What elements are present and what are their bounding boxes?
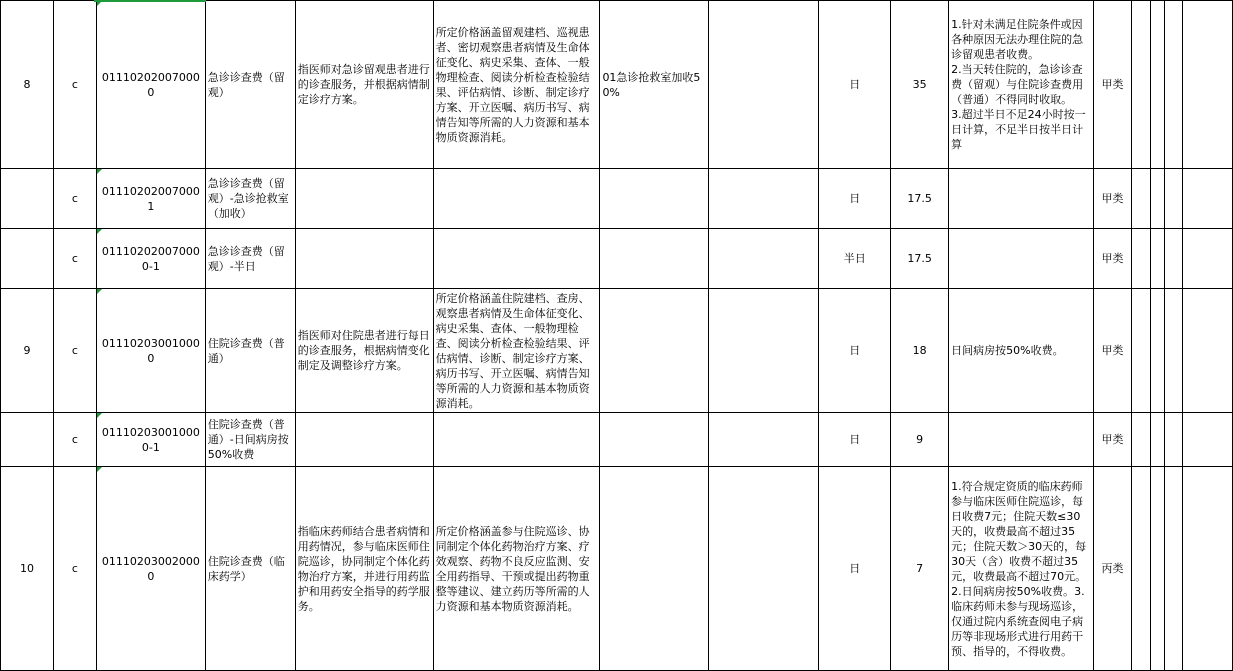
empty-cell[interactable] (709, 1, 819, 169)
note-cell[interactable] (949, 169, 1094, 229)
price-cell[interactable]: 17.5 (891, 169, 949, 229)
empty-cell[interactable] (1182, 169, 1232, 229)
addon-cell[interactable] (600, 413, 709, 467)
empty-cell[interactable] (709, 413, 819, 467)
cell-selection-indicator (94, 0, 206, 2)
item-code-cell[interactable] (96, 1, 205, 169)
unit-cell[interactable]: 日 (819, 1, 891, 169)
empty-cell[interactable] (1131, 289, 1150, 413)
item-code-text: 011102030010000 (101, 336, 200, 365)
item-code-text: 011102030020000 (101, 554, 200, 583)
code-cell[interactable]: c (53, 289, 96, 413)
item-name-cell[interactable]: 急诊诊查费（留观）-半日 (205, 229, 295, 289)
addon-cell[interactable] (600, 169, 709, 229)
table-row (1, 229, 1233, 289)
item-code-text: 011102020070000 (101, 70, 200, 99)
code-cell[interactable]: c (53, 413, 96, 467)
empty-cell[interactable] (1164, 169, 1182, 229)
empty-cell[interactable] (1150, 289, 1164, 413)
connotation-cell[interactable]: 指医师对急诊留观患者进行的诊查服务，并根据病情制定诊疗方案。 (295, 1, 433, 169)
note-cell[interactable] (949, 413, 1094, 467)
row-number-cell[interactable]: 9 (1, 289, 54, 413)
category-cell[interactable]: 甲类 (1094, 1, 1132, 169)
empty-cell[interactable] (1182, 289, 1232, 413)
empty-cell[interactable] (1164, 413, 1182, 467)
empty-cell[interactable] (1131, 229, 1150, 289)
empty-cell[interactable] (1150, 413, 1164, 467)
item-name-cell[interactable]: 住院诊查费（普通） (205, 289, 295, 413)
addon-cell[interactable] (600, 289, 709, 413)
connotation-cell[interactable] (295, 169, 433, 229)
comment-marker-icon (97, 467, 102, 472)
item-code-cell[interactable] (96, 413, 205, 467)
code-cell[interactable]: c (53, 467, 96, 671)
item-code-cell[interactable] (96, 467, 205, 671)
empty-cell[interactable] (1182, 1, 1232, 169)
note-cell[interactable]: 日间病房按50%收费。 (949, 289, 1094, 413)
empty-cell[interactable] (1131, 467, 1150, 671)
connotation-cell[interactable] (295, 413, 433, 467)
empty-cell[interactable] (709, 289, 819, 413)
unit-cell[interactable]: 日 (819, 169, 891, 229)
item-code-cell[interactable] (96, 169, 205, 229)
comment-marker-icon (97, 229, 102, 234)
category-cell[interactable]: 甲类 (1094, 289, 1132, 413)
included-content-cell[interactable]: 所定价格涵盖住院建档、查房、观察患者病情及生命体征变化、病史采集、查体、一般物理检查、阅读分析检查检验结果、评估病情、诊断、制定诊疗方案、病历书写、开立医嘱、病情告知等所需的人力资源和基本物质资源消耗。 (433, 289, 600, 413)
item-name-cell[interactable]: 急诊诊查费（留观） (205, 1, 295, 169)
price-cell[interactable]: 18 (891, 289, 949, 413)
item-code-cell[interactable] (96, 229, 205, 289)
row-number-cell[interactable]: 10 (1, 467, 54, 671)
empty-cell[interactable] (709, 169, 819, 229)
price-cell[interactable]: 35 (891, 1, 949, 169)
unit-cell[interactable]: 日 (819, 467, 891, 671)
note-cell[interactable]: 1.符合规定资质的临床药师参与临床医师住院巡诊，每日收费7元；住院天数≤30天的，收费最高不超过35元；住院天数＞30天的，每30天（含）收费不超过35元，收费最高不超过70元。2.日间病房按50%收费。3.临床药师未参与现场巡诊，仅通过院内系统查阅电子病历等非现场形式进行用药干预、指导的，不得收费。 (949, 467, 1094, 671)
included-content-cell[interactable]: 所定价格涵盖留观建档、巡视患者、密切观察患者病情及生命体征变化、病史采集、查体、一般物理检查、阅读分析检查检验结果、评估病情、诊断、制定诊疗方案、开立医嘱、病历书写、病情告知等所需的人力资源和基本物质资源消耗。 (433, 1, 600, 169)
included-content-cell[interactable] (433, 229, 600, 289)
category-cell[interactable]: 甲类 (1094, 413, 1132, 467)
item-name-cell[interactable]: 急诊诊查费（留观）-急诊抢救室（加收） (205, 169, 295, 229)
empty-cell[interactable] (1131, 413, 1150, 467)
price-cell[interactable]: 17.5 (891, 229, 949, 289)
empty-cell[interactable] (1164, 1, 1182, 169)
row-number-cell[interactable] (1, 413, 54, 467)
connotation-cell[interactable] (295, 229, 433, 289)
category-cell[interactable]: 丙类 (1094, 467, 1132, 671)
table-row (1, 467, 1233, 671)
empty-cell[interactable] (1164, 289, 1182, 413)
empty-cell[interactable] (1150, 169, 1164, 229)
price-cell[interactable]: 9 (891, 413, 949, 467)
included-content-cell[interactable] (433, 413, 600, 467)
item-code-cell[interactable] (96, 289, 205, 413)
category-cell[interactable]: 甲类 (1094, 169, 1132, 229)
row-number-cell[interactable] (1, 229, 54, 289)
item-name-cell[interactable]: 住院诊查费（临床药学） (205, 467, 295, 671)
table-row (1, 169, 1233, 229)
empty-cell[interactable] (1164, 229, 1182, 289)
item-code-text: 011102020070001 (101, 184, 200, 213)
comment-marker-icon (97, 289, 102, 294)
connotation-cell[interactable]: 指医师对住院患者进行每日的诊查服务，根据病情变化制定及调整诊疗方案。 (295, 289, 433, 413)
addon-cell[interactable]: 01急诊抢救室加收50% (600, 1, 709, 169)
code-cell[interactable]: c (53, 169, 96, 229)
comment-marker-icon (97, 413, 102, 418)
row-number-cell[interactable]: 8 (1, 1, 54, 169)
table-row (1, 413, 1233, 467)
addon-cell[interactable] (600, 229, 709, 289)
empty-cell[interactable] (1150, 229, 1164, 289)
addon-cell[interactable] (600, 467, 709, 671)
empty-cell[interactable] (1150, 467, 1164, 671)
empty-cell[interactable] (709, 229, 819, 289)
code-cell[interactable]: c (53, 1, 96, 169)
category-cell[interactable]: 甲类 (1094, 229, 1132, 289)
item-name-cell[interactable]: 住院诊查费（普通）-日间病房按50%收费 (205, 413, 295, 467)
table-row (1, 289, 1233, 413)
row-number-cell[interactable] (1, 169, 54, 229)
connotation-cell[interactable]: 指临床药师结合患者病情和用药情况，参与临床医师住院巡诊，协同制定个体化药物治疗方案，并进行用药监护和用药安全指导的药学服务。 (295, 467, 433, 671)
included-content-cell[interactable] (433, 169, 600, 229)
empty-cell[interactable] (1150, 1, 1164, 169)
empty-cell[interactable] (1164, 467, 1182, 671)
price-cell[interactable]: 7 (891, 467, 949, 671)
unit-cell[interactable]: 半日 (819, 229, 891, 289)
unit-cell[interactable]: 日 (819, 289, 891, 413)
empty-cell[interactable] (709, 467, 819, 671)
included-content-cell[interactable]: 所定价格涵盖参与住院巡诊、协同制定个体化药物治疗方案、疗效观察、药物不良反应监测、安全用药指导、干预或提出药物重整等建议、建立药历等所需的人力资源和基本物质资源消耗。 (433, 467, 600, 671)
comment-marker-icon (97, 169, 102, 174)
item-code-text: 011102020070000-1 (101, 244, 200, 273)
empty-cell[interactable] (1131, 169, 1150, 229)
code-cell[interactable]: c (53, 229, 96, 289)
empty-cell[interactable] (1182, 413, 1232, 467)
empty-cell[interactable] (1182, 229, 1232, 289)
unit-cell[interactable]: 日 (819, 413, 891, 467)
empty-cell[interactable] (1131, 1, 1150, 169)
empty-cell[interactable] (1182, 467, 1232, 671)
item-code-text: 011102030010000-1 (101, 425, 200, 454)
note-cell[interactable]: 1.针对未满足住院条件或因各种原因无法办理住院的急诊留观患者收费。 2.当天转住院的，急诊诊查费（留观）与住院诊查费用（普通）不得同时收取。 3.超过半日不足24小时按一日计算，不足半日按半日计算 (949, 1, 1094, 169)
table-row (1, 1, 1233, 169)
note-cell[interactable] (949, 229, 1094, 289)
